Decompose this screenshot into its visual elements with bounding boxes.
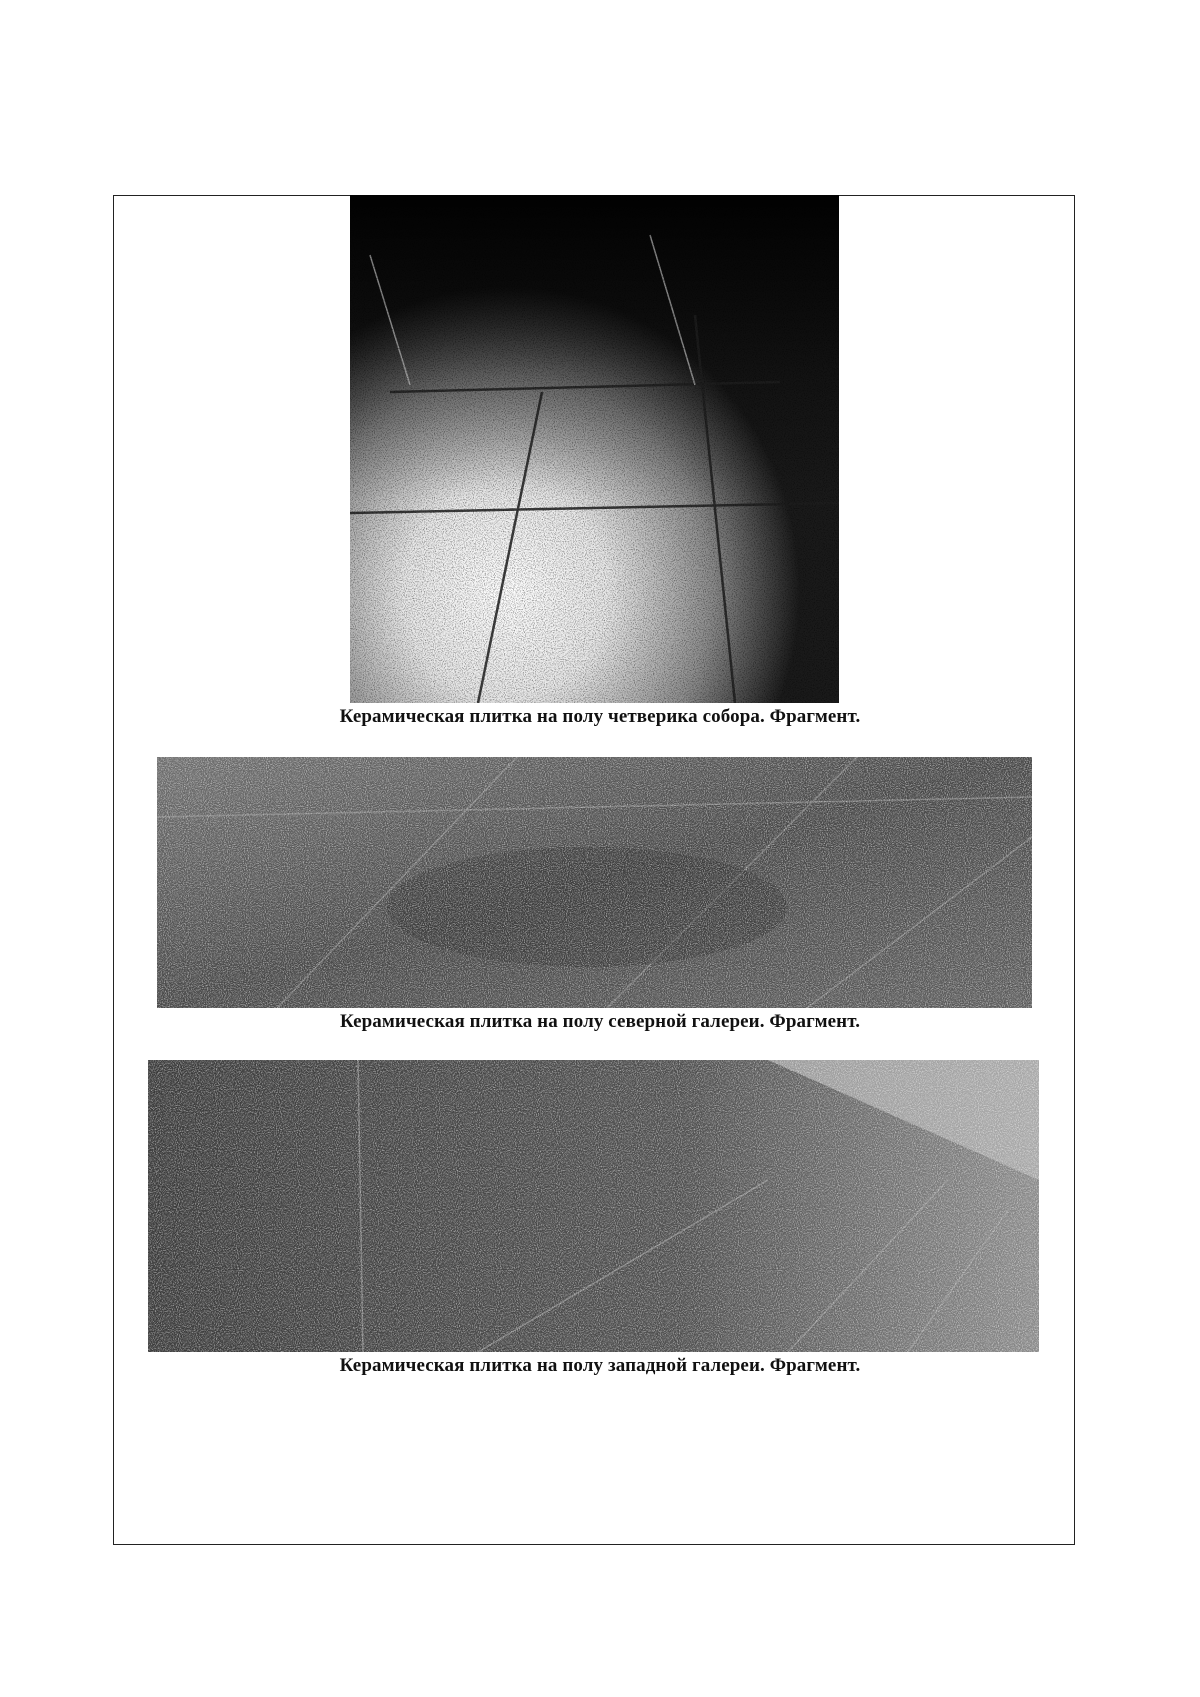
caption-north-gallery: Керамическая плитка на полу северной галереи. Фрагмент. xyxy=(339,1011,861,1032)
caption-west-gallery: Керамическая плитка на полу западной галереи. Фрагмент. xyxy=(339,1355,861,1376)
photo-west-gallery-floor xyxy=(148,1060,1039,1352)
photo-west-gallery-floor-image xyxy=(148,1060,1039,1352)
photo-tetraconch-floor-image xyxy=(350,195,839,703)
photo-tetraconch-floor xyxy=(350,195,839,703)
caption-tetraconch: Керамическая плитка на полу четверика собора. Фрагмент. xyxy=(339,706,861,727)
photo-north-gallery-floor-image xyxy=(157,757,1032,1008)
photo-north-gallery-floor xyxy=(157,757,1032,1008)
